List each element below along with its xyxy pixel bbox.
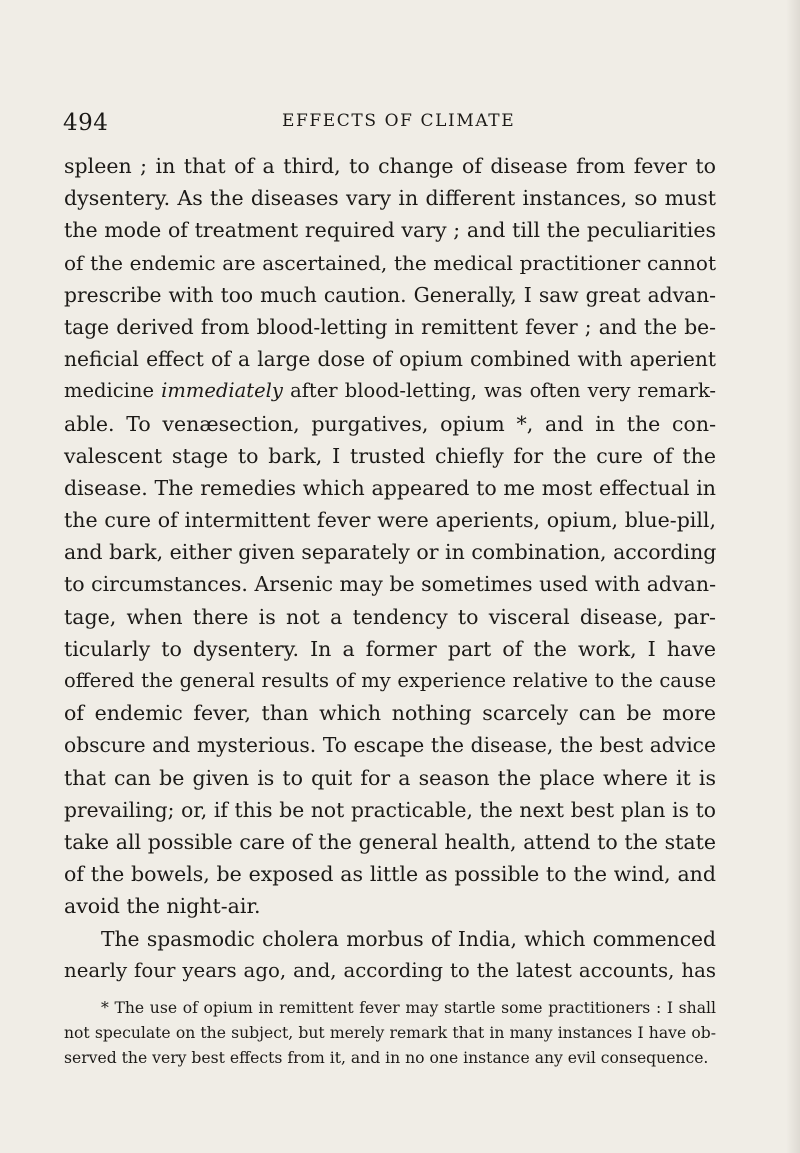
text-line: ticularly to dysentery. In a former part of the work, I have xyxy=(64,636,716,661)
paragraph-start-line: The spasmodic cholera morbus of India, which commenced xyxy=(101,926,716,951)
text-line: of the endemic are ascertained, the medical practitioner cannot xyxy=(64,250,716,275)
text-line-with-italic xyxy=(64,375,716,407)
text-line: take all possible care of the general health, attend to the state xyxy=(64,829,716,854)
footnote-line: * The use of opium in remittent fever may startle some practitioners : I shall xyxy=(101,999,716,1017)
footnote-line: not speculate on the subject, but merely remark that in many instances I have ob- xyxy=(64,1024,716,1042)
text-line: of the bowels, be exposed as little as possible to the wind, and xyxy=(64,862,716,887)
text-line: dysentery. As the diseases vary in different instances, so must xyxy=(64,186,716,211)
text-line: nearly four years ago, and, according to the latest accounts, has xyxy=(64,958,716,982)
text-line: spleen ; in that of a third, to change of disease from fever to xyxy=(64,154,716,178)
text-line: and bark, either given separately or in combination, according xyxy=(64,540,717,565)
text-line: valescent stage to bark, I trusted chiefly for the cure of the xyxy=(64,443,716,468)
text-line: prescribe with too much caution. Generally, I saw great advan- xyxy=(64,282,716,307)
text-segment: medicine xyxy=(64,379,155,403)
text-line: obscure and mysterious. To escape the disease, the best advice xyxy=(64,733,716,758)
footnote-line: served the very best effects from it, and in no one instance any evil consequence. xyxy=(64,1049,709,1067)
text-line: able. To venæsection, purgatives, opium *, and in the con- xyxy=(64,411,716,436)
text-line: offered the general results of my experience relative to the cause xyxy=(64,669,716,692)
text-line: the cure of intermittent fever were aperients, opium, blue-pill, xyxy=(64,508,716,533)
text-line: tage derived from blood-letting in remittent fever ; and the be- xyxy=(64,314,716,339)
paragraph-end-line: avoid the night-air. xyxy=(64,894,261,919)
text-line: to circumstances. Arsenic may be sometimes used with advan- xyxy=(64,572,716,597)
text-line: the mode of treatment required vary ; and till the peculiarities xyxy=(64,218,716,243)
text-line: neficial effect of a large dose of opium combined with aperient xyxy=(64,347,716,372)
page-edge-shadow xyxy=(786,0,800,1153)
text-line: tage, when there is not a tendency to visceral disease, par- xyxy=(64,604,716,629)
italic-emphasis: immediately xyxy=(161,379,283,403)
text-line: prevailing; or, if this be not practicable, the next best plan is to xyxy=(64,797,716,822)
running-head xyxy=(0,108,800,138)
text-line: of endemic fever, than which nothing scarcely can be more xyxy=(64,701,716,726)
body-text xyxy=(64,150,716,987)
text-line: that can be given is to quit for a season the place where it is xyxy=(64,765,716,790)
running-title: EFFECTS OF CLIMATE xyxy=(282,111,516,131)
footnote xyxy=(64,996,716,1071)
text-line: disease. The remedies which appeared to me most effectual in xyxy=(64,475,716,500)
page-number: 494 xyxy=(63,110,109,136)
text-segment: after blood-letting, was often very remark- xyxy=(290,379,717,403)
